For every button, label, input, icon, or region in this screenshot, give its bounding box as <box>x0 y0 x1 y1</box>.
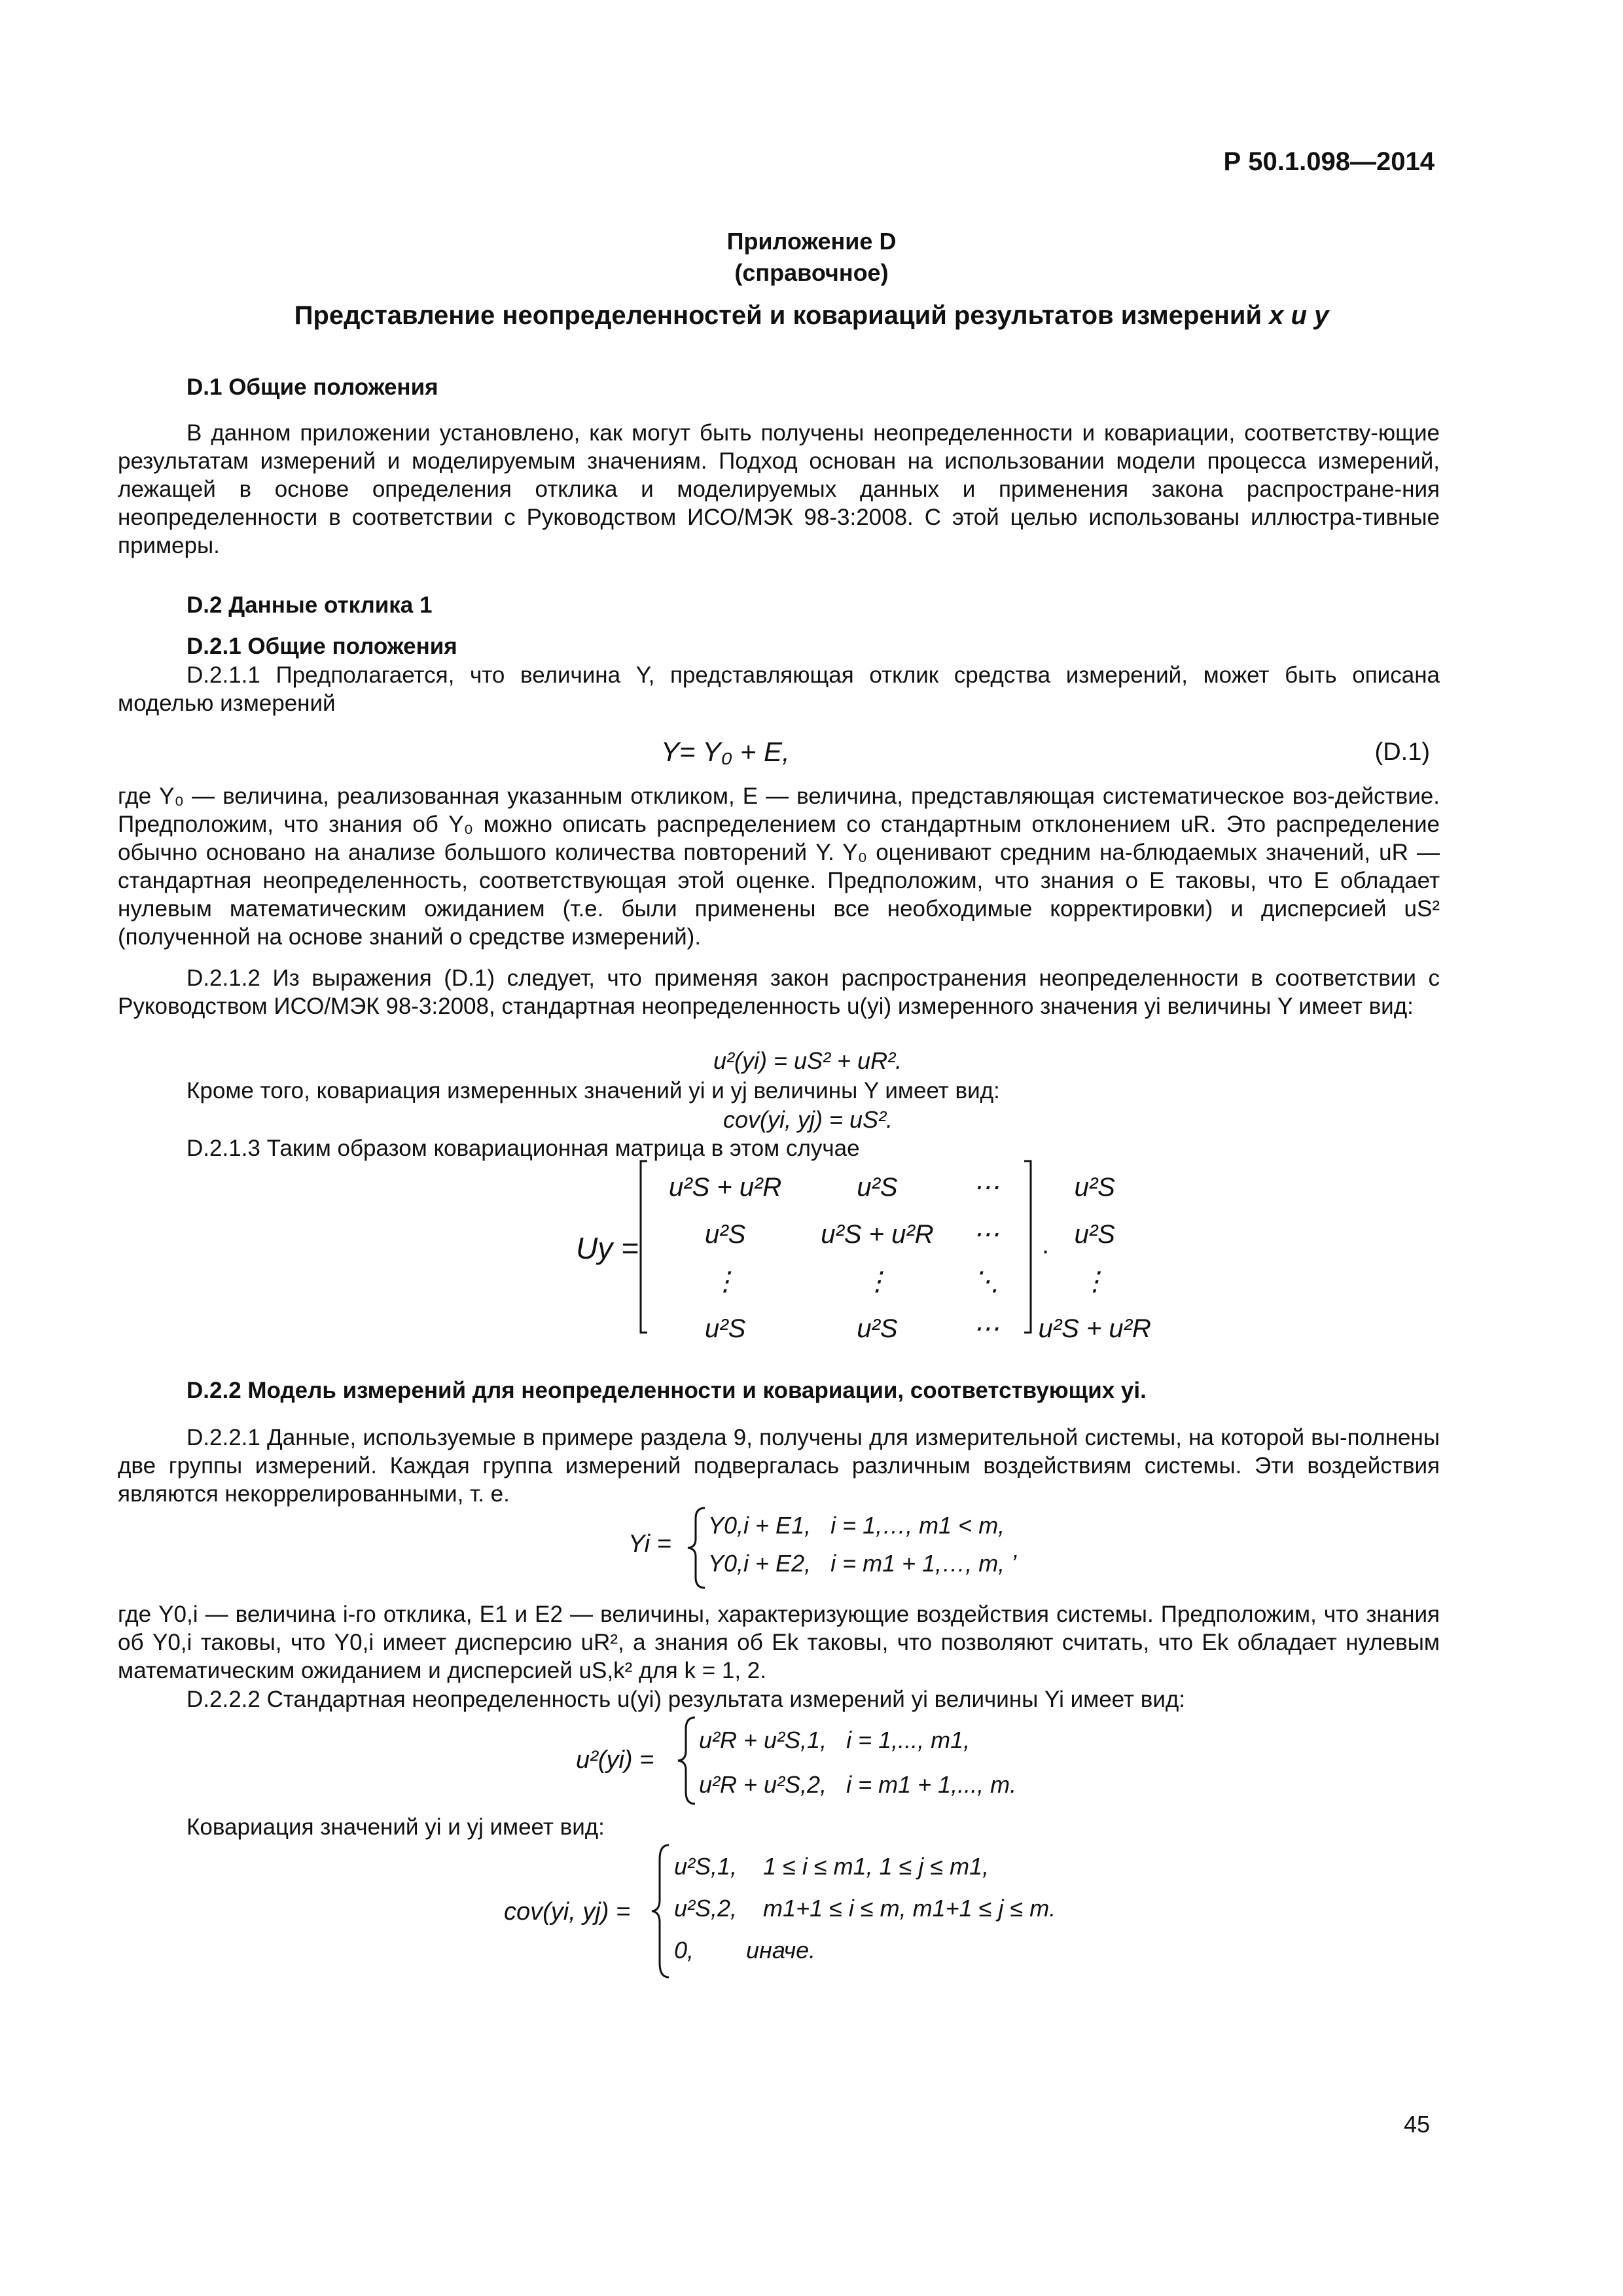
equation-case-line: Y0,i + E1, i = 1,…, m1 < m, <box>708 1512 1005 1539</box>
title-vars: x и y <box>1269 301 1329 330</box>
equation-case-line: Y0,i + E2, i = m1 + 1,…, m, ’ <box>708 1550 1017 1577</box>
matrix-cell: u²S <box>857 1314 898 1343</box>
matrix-cell: ⋯ <box>972 1220 999 1249</box>
equation-cov: cov(yi, yj) = uS². <box>723 1106 893 1133</box>
appendix-label: Приложение D <box>726 228 897 255</box>
equation-d1-label: (D.1) <box>1374 738 1430 766</box>
paragraph-cov-yi-yj: Ковариация значений yi и yj имеет вид: <box>187 1814 605 1840</box>
title-text: Представление неопределенностей и ковариаций результатов измерений <box>294 301 1262 330</box>
equation-u2-cases <box>699 1718 1016 1807</box>
matrix-cell: u²S <box>705 1219 746 1249</box>
equation-cov-lhs: cov(yi, yj) = <box>504 1898 631 1926</box>
appendix-heading <box>118 226 1505 289</box>
matrix-cell: ⋮ <box>1081 1267 1108 1296</box>
equation-cov-cases <box>674 1846 1056 1971</box>
paragraph-d212: D.2.1.2 Из выражения (D.1) следует, что применяя закон распространения неопределенности в соответствии с Руководством ИСО/МЭК 98-3:2008, стандартная неопределенность u(yi) измеренного значения yi величины Y имеет вид: <box>118 965 1440 1019</box>
equation-case-line: u²S,1, 1 ≤ i ≤ m1, 1 ≤ j ≤ m1, <box>674 1853 990 1880</box>
matrix-cell: ⋱ <box>972 1267 999 1296</box>
section-heading-d1: D.1 Общие положения <box>187 374 438 400</box>
matrix-row <box>649 1211 1171 1258</box>
matrix-cell: u²S + u²R <box>821 1219 934 1249</box>
paragraph-d211: D.2.1.1 Предполагается, что величина Y, представляющая отклик средства измерений, может быть описана моделью измерений <box>118 662 1440 716</box>
matrix-cell: u²S <box>705 1314 746 1343</box>
paragraph-d221: D.2.2.1 Данные, используемые в примере раздела 9, получены для измерительной системы, на которой вы-полнены две группы измерений. Каждая группа измерений подвергалась различным воздействиям системы. Эти воздействия являются некоррелированными, т. е. <box>118 1425 1440 1507</box>
appendix-kind: (справочное) <box>734 259 889 286</box>
section-heading-d21: D.2.1 Общие положения <box>187 634 457 659</box>
brace-u2 <box>674 1715 700 1806</box>
matrix-cell: ⋯ <box>972 1314 999 1343</box>
matrix-lhs: Uy = <box>576 1231 639 1265</box>
section-d1-paragraph: В данном приложении установлено, как могут быть получены неопределенности и ковариации, соответству-ющие результатам измерений и моделируемым значениям. Подход основан на использовании модели процесса измерений, лежащей в основе определения отклика и моделируемых данных и применения закона распростране-ния неопределенности в соответствии с Руководством ИСО/МЭК 98-3:2008. С этой целью использованы иллюстра-тивные примеры. <box>118 420 1440 558</box>
matrix-row <box>649 1258 1171 1305</box>
equation-case-line: 0, иначе. <box>674 1937 816 1964</box>
matrix-cell: u²S + u²R <box>1038 1314 1151 1343</box>
appendix-title <box>118 301 1505 331</box>
matrix-row <box>649 1164 1171 1211</box>
equation-yi-lhs: Yi = <box>628 1530 671 1558</box>
brace-yi <box>684 1505 710 1590</box>
matrix-cell: u²S <box>1074 1172 1115 1202</box>
paragraph-d222: D.2.2.2 Стандартная неопределенность u(yi) результата измерений yi величины Yi имеет вид: <box>187 1687 1186 1712</box>
section-heading-d22: D.2.2 Модель измерений для неопределенности и ковариации, соответствующих yi. <box>187 1378 1147 1403</box>
equation-case-line: u²R + u²S,2, i = m1 + 1,..., m. <box>699 1771 1017 1798</box>
paragraph-d213: D.2.1.3 Таким образом ковариационная матрица в этом случае <box>187 1136 860 1161</box>
covariance-matrix <box>649 1164 1171 1352</box>
equation-d1: Y= Y₀ + E, <box>661 736 790 767</box>
matrix-row <box>649 1305 1171 1352</box>
equation-case-line: u²S,2, m1+1 ≤ i ≤ m, m1+1 ≤ j ≤ m. <box>674 1895 1056 1922</box>
section-heading-d2: D.2 Данные отклика 1 <box>187 592 433 618</box>
equation-u2yi: u²(yi) = uS² + uR². <box>713 1047 902 1074</box>
matrix-cell: u²S + u²R <box>669 1172 782 1202</box>
paragraph-where-y0i: где Y0,i — величина i-го отклика, E1 и E2 — величины, характеризующие воздействия системы. Предположим, что знания об Y0,i таковы, что Y0,i имеет дисперсию uR², а знания об Ek таковы, что позволяют считать, что Ek обладает нулевым математическим ожиданием и дисперсией uS,k² для k = 1, 2. <box>118 1602 1440 1683</box>
paragraph-where-y0: где Y₀ — величина, реализованная указанным откликом, E — величина, представляющая систематическое воз-действие. Предположим, что знания об Y₀ можно описать распределением со стандартным отклонением uR. Это распределение обычно основано на анализе большого количества повторений Y. Y₀ оценивают средним на-блюдаемых значений, uR — стандартная неопределенность, соответствующая этой оценке. Предположим, что знания о E таковы, что E обладает нулевым математическим ожиданием (т.е. были применены все необходимые корректировки) и дисперсией uS² (полученной на основе знаний о средстве измерений). <box>118 783 1440 950</box>
matrix-cell: ⋮ <box>864 1267 891 1296</box>
equation-u2-lhs: u²(yi) = <box>576 1746 654 1774</box>
equation-yi-cases <box>708 1507 1016 1583</box>
brace-cov <box>648 1842 674 1980</box>
document-number: Р 50.1.098—2014 <box>1223 147 1435 176</box>
page-number: 45 <box>1403 2111 1430 2138</box>
matrix-period: . <box>1042 1230 1050 1259</box>
paragraph-covariance-intro: Кроме того, ковариация измеренных значений yi и yj величины Y имеет вид: <box>187 1078 1000 1103</box>
matrix-cell: ⋮ <box>712 1267 739 1296</box>
matrix-cell: u²S <box>857 1172 898 1202</box>
equation-case-line: u²R + u²S,1, i = 1,..., m1, <box>699 1727 971 1753</box>
matrix-cell: ⋯ <box>972 1173 999 1202</box>
matrix-cell: u²S <box>1074 1219 1115 1249</box>
